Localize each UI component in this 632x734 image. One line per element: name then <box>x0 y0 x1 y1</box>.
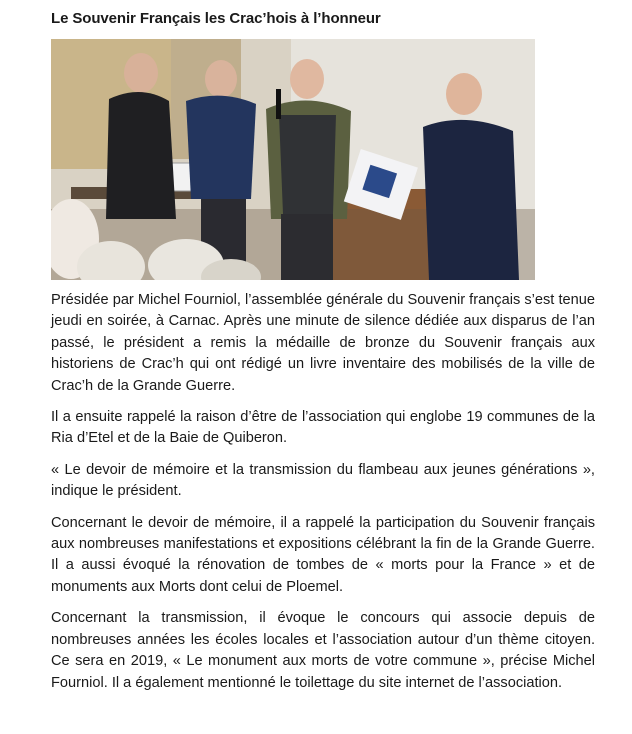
article-body <box>51 290 595 704</box>
article-paragraph-5: Concernant la transmission, il évoque le concours qui associe depuis de nombreuses années les écoles locales et l’association autour d’un thème citoyen. Ce sera en 2019, « Le monument aux morts de votre commune », précise Michel Fourniol. Il a également mentionné le toilettage du site internet de l’association. <box>51 610 595 691</box>
article-title: Le Souvenir Français les Crac’hois à l’honneur <box>51 10 381 27</box>
article-paragraph-3: « Le devoir de mémoire et la transmission du flambeau aux jeunes générations », indique le président. <box>51 461 595 500</box>
article-photo <box>51 39 535 280</box>
article-paragraph-2: Il a ensuite rappelé la raison d’être de l’association qui englobe 19 communes de la Ria d’Etel et de la Baie de Quiberon. <box>51 409 595 447</box>
article-paragraph-4: Concernant le devoir de mémoire, il a rappelé la participation du Souvenir français aux nombreuses manifestations et expositions célébrant la fin de la Grande Guerre. Il a aussi évoqué la rénovation de tombes de « morts pour la France » et de monuments aux Morts dont celui de Ploemel. <box>51 514 595 595</box>
article-paragraph-1: Présidée par Michel Fourniol, l’assemblée générale du Souvenir français s’est tenue jeudi en soirée, à Carnac. Après une minute de silence dédiée aux disparus de l’an passé, le président a remis la médaille de bronze du Souvenir français aux historiens de Crac’h qui ont rédigé un livre inventaire des mobilisés de la ville de Crac’h de la Grande Guerre. <box>51 292 595 394</box>
